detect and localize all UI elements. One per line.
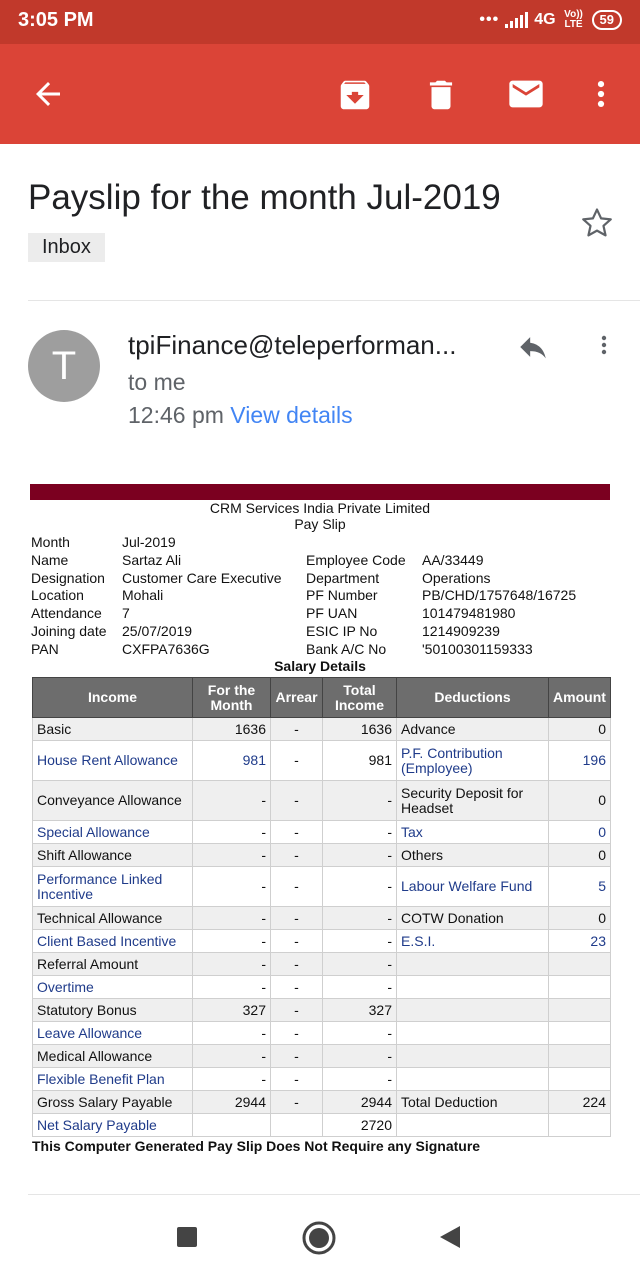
table-row: [33, 976, 611, 999]
table-row: [33, 867, 611, 907]
table-row: [33, 999, 611, 1022]
square-recents-icon[interactable]: [176, 1226, 198, 1253]
income-name: Basic: [33, 718, 193, 741]
info-value: 1214909239: [422, 623, 500, 639]
for-month-value: -: [193, 844, 271, 867]
star-icon[interactable]: [578, 204, 616, 247]
deduction-name: Labour Welfare Fund: [397, 867, 549, 907]
info-value: CXFPA7636G: [122, 641, 210, 657]
income-name: Referral Amount: [33, 953, 193, 976]
col-header-arrear: Arrear: [271, 678, 323, 718]
for-month-value: [193, 1114, 271, 1137]
status-bar: [0, 0, 640, 44]
for-month-value: -: [193, 907, 271, 930]
avatar[interactable]: T: [28, 330, 100, 402]
col-header-total-income: Total Income: [323, 678, 397, 718]
col-header-for-month: For the Month: [193, 678, 271, 718]
payslip-header-bar: [30, 484, 610, 500]
more-vert-icon[interactable]: [584, 74, 618, 119]
arrear-value: -: [271, 844, 323, 867]
deduction-name: [397, 976, 549, 999]
info-value: 7: [122, 605, 130, 621]
deduction-name: [397, 1022, 549, 1045]
total-income-value: 2720: [323, 1114, 397, 1137]
info-label: Location: [31, 587, 84, 603]
info-label: PAN: [31, 641, 59, 657]
info-label: PF UAN: [306, 605, 358, 621]
info-label: Department: [306, 570, 380, 586]
total-income-value: -: [323, 1045, 397, 1068]
reply-icon[interactable]: [514, 330, 552, 369]
col-header-income: Income: [33, 678, 193, 718]
message-more-icon[interactable]: [592, 326, 616, 369]
volte-icon: Vo)) LTE: [564, 9, 583, 30]
deduction-amount: 0: [549, 781, 611, 821]
income-name: Client Based Incentive: [33, 930, 193, 953]
total-income-value: -: [323, 930, 397, 953]
arrear-value: -: [271, 1091, 323, 1114]
income-name: Conveyance Allowance: [33, 781, 193, 821]
total-income-value: 1636: [323, 718, 397, 741]
sender-address[interactable]: tpiFinance@teleperforman...: [128, 330, 457, 360]
salary-table: [32, 677, 611, 1137]
deduction-name: [397, 1068, 549, 1091]
total-income-value: -: [323, 867, 397, 907]
for-month-value: 2944: [193, 1091, 271, 1114]
deduction-name: [397, 999, 549, 1022]
arrear-value: -: [271, 976, 323, 999]
for-month-value: 327: [193, 999, 271, 1022]
deduction-name: [397, 953, 549, 976]
table-row: [33, 953, 611, 976]
deduction-amount: 196: [549, 741, 611, 781]
arrear-value: -: [271, 953, 323, 976]
info-label: ESIC IP No: [306, 623, 378, 639]
deduction-name: Tax: [397, 821, 549, 844]
deduction-name: Security Deposit for Headset: [397, 781, 549, 821]
mail-icon[interactable]: [506, 74, 546, 119]
recipient-text: to me: [128, 369, 186, 395]
table-row: [33, 1114, 611, 1137]
income-name: Technical Allowance: [33, 907, 193, 930]
info-label: Employee Code: [306, 552, 406, 568]
income-name: Net Salary Payable: [33, 1114, 193, 1137]
deduction-amount: [549, 1022, 611, 1045]
for-month-value: -: [193, 821, 271, 844]
deduction-name: COTW Donation: [397, 907, 549, 930]
total-income-value: -: [323, 953, 397, 976]
circle-home-icon[interactable]: [302, 1221, 336, 1260]
deduction-amount: 224: [549, 1091, 611, 1114]
info-value: Mohali: [122, 587, 164, 603]
info-value: PB/CHD/1757648/16725: [422, 587, 577, 603]
deduction-amount: [549, 999, 611, 1022]
trash-icon[interactable]: [422, 76, 460, 119]
arrear-value: -: [271, 1022, 323, 1045]
for-month-value: -: [193, 1068, 271, 1091]
for-month-value: 1636: [193, 718, 271, 741]
total-income-value: -: [323, 976, 397, 999]
for-month-value: -: [193, 867, 271, 907]
table-row: [33, 781, 611, 821]
network-type: 4G: [534, 11, 556, 28]
deduction-amount: 0: [549, 907, 611, 930]
total-income-value: -: [323, 781, 397, 821]
deduction-amount: 0: [549, 821, 611, 844]
navigation-bar: [0, 1196, 640, 1280]
deduction-name: E.S.I.: [397, 930, 549, 953]
body-end-divider: [28, 1194, 640, 1195]
info-value: Jul-2019: [122, 534, 176, 550]
info-label: Designation: [31, 570, 105, 586]
total-income-value: 327: [323, 999, 397, 1022]
info-label: PF Number: [306, 587, 378, 603]
for-month-value: 981: [193, 741, 271, 781]
income-name: Medical Allowance: [33, 1045, 193, 1068]
info-label: Joining date: [31, 623, 107, 639]
total-income-value: -: [323, 1022, 397, 1045]
arrear-value: -: [271, 781, 323, 821]
deduction-name: Others: [397, 844, 549, 867]
for-month-value: -: [193, 953, 271, 976]
income-name: Special Allowance: [33, 821, 193, 844]
deduction-amount: [549, 953, 611, 976]
table-row: [33, 1091, 611, 1114]
for-month-value: -: [193, 930, 271, 953]
deduction-amount: [549, 976, 611, 999]
battery-icon: 59: [592, 10, 622, 30]
triangle-back-icon[interactable]: [438, 1224, 462, 1255]
deduction-amount: [549, 1068, 611, 1091]
email-time: 12:46 pm: [128, 402, 224, 428]
total-income-value: -: [323, 907, 397, 930]
total-income-value: -: [323, 844, 397, 867]
total-income-value: 981: [323, 741, 397, 781]
arrear-value: -: [271, 741, 323, 781]
deduction-name: Advance: [397, 718, 549, 741]
inbox-label[interactable]: Inbox: [28, 233, 105, 262]
table-row: [33, 821, 611, 844]
info-label: Month: [31, 534, 70, 550]
signal-icon: [505, 12, 528, 28]
total-income-value: -: [323, 1068, 397, 1091]
archive-icon[interactable]: [336, 76, 374, 119]
status-time: 3:05 PM: [18, 9, 94, 31]
info-value: AA/33449: [422, 552, 484, 568]
email-time-row: [128, 402, 353, 429]
table-row: [33, 718, 611, 741]
deduction-amount: 23: [549, 930, 611, 953]
arrear-value: -: [271, 821, 323, 844]
info-value: 101479481980: [422, 605, 516, 621]
arrear-value: -: [271, 867, 323, 907]
view-details-link[interactable]: View details: [230, 402, 353, 428]
info-value: Customer Care Executive: [122, 570, 282, 586]
deduction-name: P.F. Contribution (Employee): [397, 741, 549, 781]
arrear-value: -: [271, 999, 323, 1022]
arrear-value: -: [271, 718, 323, 741]
for-month-value: -: [193, 976, 271, 999]
deduction-name: [397, 1045, 549, 1068]
income-name: Performance Linked Incentive: [33, 867, 193, 907]
total-income-value: -: [323, 821, 397, 844]
footer-note: This Computer Generated Pay Slip Does Not Require any Signature: [32, 1138, 481, 1154]
info-value: '50100301159333: [422, 641, 533, 657]
income-name: Gross Salary Payable: [33, 1091, 193, 1114]
arrear-value: [271, 1114, 323, 1137]
col-header-deductions: Deductions: [397, 678, 549, 718]
arrow-back-icon[interactable]: [30, 76, 66, 117]
col-header-amount: Amount: [549, 678, 611, 718]
deduction-amount: 0: [549, 718, 611, 741]
table-row: [33, 1045, 611, 1068]
table-row: [33, 907, 611, 930]
app-bar: [0, 44, 640, 144]
income-name: House Rent Allowance: [33, 741, 193, 781]
deduction-amount: [549, 1114, 611, 1137]
table-row: [33, 1022, 611, 1045]
deduction-amount: [549, 1045, 611, 1068]
total-income-value: 2944: [323, 1091, 397, 1114]
for-month-value: -: [193, 1045, 271, 1068]
info-value: Sartaz Ali: [122, 552, 182, 568]
deduction-name: Total Deduction: [397, 1091, 549, 1114]
income-name: Statutory Bonus: [33, 999, 193, 1022]
info-value: 25/07/2019: [122, 623, 193, 639]
info-label: Attendance: [31, 605, 102, 621]
table-row: [33, 844, 611, 867]
income-name: Shift Allowance: [33, 844, 193, 867]
income-name: Overtime: [33, 976, 193, 999]
header-divider: [28, 300, 640, 301]
deduction-amount: 0: [549, 844, 611, 867]
deduction-amount: 5: [549, 867, 611, 907]
income-name: Flexible Benefit Plan: [33, 1068, 193, 1091]
arrear-value: -: [271, 930, 323, 953]
email-subject: Payslip for the month Jul-2019: [28, 178, 501, 217]
status-icons: [479, 10, 622, 30]
table-row: [33, 1068, 611, 1091]
company-name: CRM Services India Private Limited: [209, 500, 431, 516]
for-month-value: -: [193, 1022, 271, 1045]
salary-details-title: Salary Details: [274, 658, 366, 674]
info-label: Bank A/C No: [306, 641, 387, 657]
for-month-value: -: [193, 781, 271, 821]
table-row: [33, 930, 611, 953]
table-row: [33, 741, 611, 781]
dots-icon: •••: [479, 11, 500, 28]
arrear-value: -: [271, 1045, 323, 1068]
income-name: Leave Allowance: [33, 1022, 193, 1045]
arrear-value: -: [271, 1068, 323, 1091]
payslip-title: Pay Slip: [294, 516, 346, 532]
info-label: Name: [31, 552, 69, 568]
deduction-name: [397, 1114, 549, 1137]
arrear-value: -: [271, 907, 323, 930]
info-value: Operations: [422, 570, 491, 586]
